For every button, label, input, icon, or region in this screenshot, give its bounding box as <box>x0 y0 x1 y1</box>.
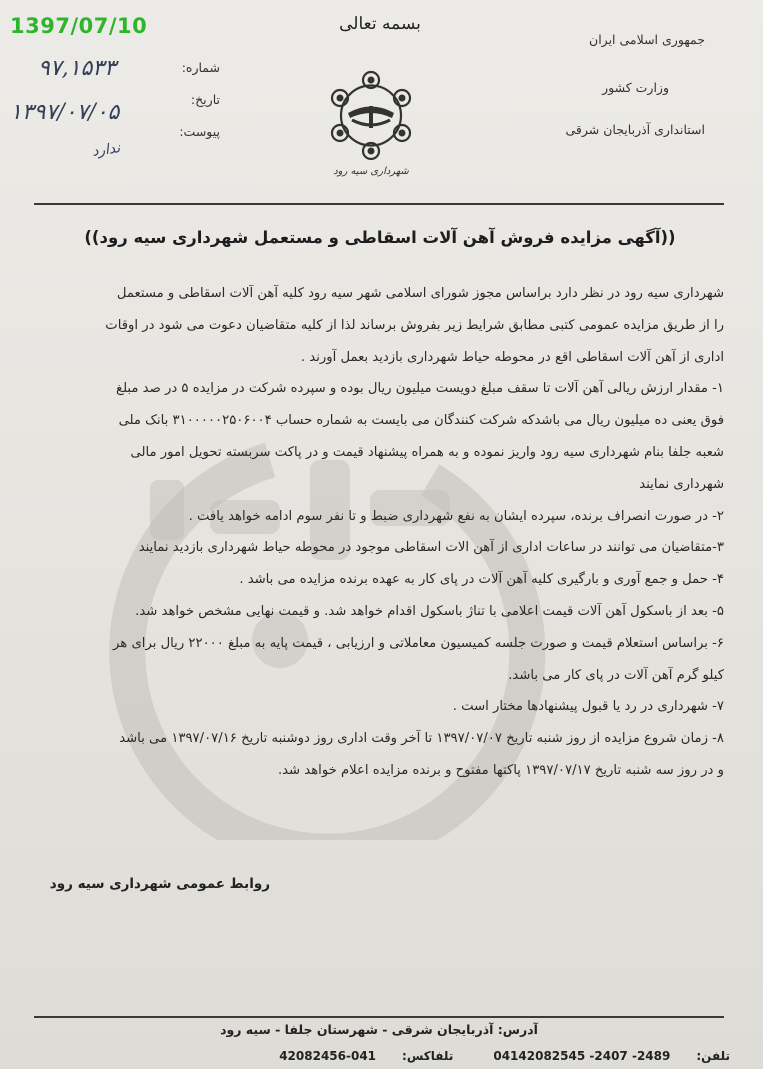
municipality-logo-icon <box>326 68 416 163</box>
body-line: را از طریق مزایده عمومی کتبی مطابق شرایط زیر بفروش برساند لذا از کلیه متقاضیان دعوت می شود در اوقات <box>105 317 724 333</box>
handwritten-date: ۱۳۹۷/۰۷/۰۵ <box>10 100 120 125</box>
notice-body <box>34 278 724 787</box>
footer-divider <box>34 1016 724 1018</box>
number-label: شماره: <box>181 60 220 75</box>
body-line: فوق یعنی ده میلیون ریال می باشدکه شرکت کنندگان می بایست به شماره حساب ۳۱۰۰۰۰۰۲۵۰۶۰۰۴ بانک ملی <box>118 413 724 429</box>
ministry-line: وزارت کشور <box>602 80 669 95</box>
footer-contacts <box>140 1049 730 1063</box>
government-line: جمهوری اسلامی ایران <box>589 32 705 47</box>
body-line: ۶- براساس استعلام قیمت و صورت جلسه کمیسیون معاملاتی و ارزیابی ، قیمت پایه به مبلغ ۲۲۰۰۰ ریال برای هر <box>113 635 724 651</box>
body-line: ۳-متقاضیان می توانند در ساعات اداری از آهن الات اسقاطی موجود در محوطه حیاط شهرداری بازدید نمایند <box>138 540 724 556</box>
body-line: شهرداری نمایند <box>639 476 724 492</box>
governorate-line: استانداری آذربایجان شرقی <box>565 122 705 137</box>
body-line: ۵- بعد از باسکول آهن آلات قیمت اعلامی با تناژ باسکول اقدام خواهد شد. و قیمت نهایی مشخص خواهد شد. <box>135 603 724 619</box>
signature-line: روابط عمومی شهرداری سیه رود <box>49 876 270 892</box>
body-line: و در روز سه شنبه تاریخ ۱۳۹۷/۰۷/۱۷ پاکتها مفتوح و برنده مزایده اعلام خواهد شد. <box>277 762 724 778</box>
bismillah-heading: بسمه تعالی <box>339 14 421 34</box>
body-line: ۲- در صورت انصراف برنده، سپرده ایشان به نفع شهرداری ضبط و تا نفر سوم ادامه خواهد یافت . <box>188 508 724 524</box>
handwritten-attachment: ندارد <box>91 140 122 160</box>
attachment-label: پیوست: <box>179 124 220 139</box>
body-line: کیلو گرم آهن آلات در پای کار می باشد. <box>508 667 724 683</box>
letter-meta-labels <box>145 60 220 156</box>
phone-number: 2489- 2407- 04142082545 <box>493 1049 671 1063</box>
header-divider <box>34 203 724 205</box>
stamp-date: 1397/07/10 <box>10 14 148 38</box>
phone-label: تلفن: <box>696 1049 730 1063</box>
body-line: شعبه جلفا بنام شهرداری سیه رود واریز نموده و به همراه پیشنهاد قیمت و در پاکت سربسته تحویل امور مالی <box>130 444 724 460</box>
body-line: ۴- حمل و جمع آوری و بارگیری کلیه آهن آلات در پای کار به عهده برنده مزایده می باشد . <box>239 572 724 588</box>
body-line: اداری از آهن آلات اسقاطی اقع در محوطه حیاط شهرداری بازدید بعمل آورند . <box>300 349 724 365</box>
fax-label: تلفاکس: <box>402 1049 454 1063</box>
body-line: ۷- شهرداری در رد یا قبول پیشنهادها مختار است . <box>452 699 724 715</box>
body-line: شهرداری سیه رود در نظر دارد براساس مجوز شورای اسلامی شهر سیه رود کلیه آهن آلات اسقاطی و مستعمل <box>116 286 724 301</box>
handwritten-number: ۹۷,۱۵۳۳ <box>38 56 116 81</box>
body-line: ۱- مقدار ارزش ریالی آهن آلات تا سقف مبلغ دویست میلیون ریال بوده و سپرده شرکت در مزایده ۵ در صد مبلغ <box>116 381 724 397</box>
logo-caption: شهرداری سیه رود <box>333 166 409 177</box>
body-line: ۸- زمان شروع مزایده از روز شنبه تاریخ ۱۳۹۷/۰۷/۰۷ تا آخر وقت اداری روز دوشنبه تاریخ ۱۳۹۷/۰۷/۱۶ می باشد <box>119 731 724 747</box>
footer-address: آدرس: آذربایجان شرقی - شهرستان جلفا - سیه رود <box>220 1022 538 1037</box>
date-label: تاریخ: <box>190 92 220 107</box>
notice-title: ((آگهی مزایده فروش آهن آلات اسقاطی و مستعمل شهرداری سیه رود)) <box>84 228 676 247</box>
fax-number: 041-42082456 <box>279 1049 377 1063</box>
